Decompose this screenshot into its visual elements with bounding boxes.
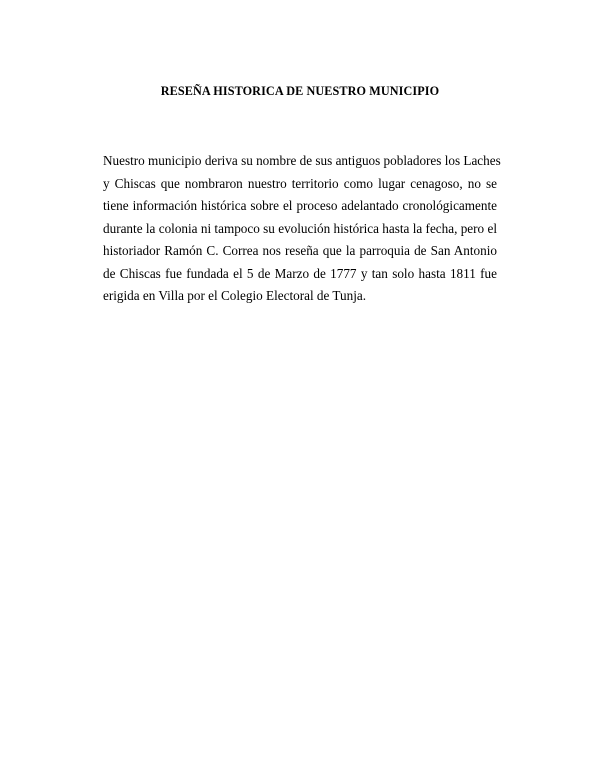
paragraph-line: durante la colonia ni tampoco su evolución histórica hasta la fecha, pero el [103,220,497,236]
paragraph-line: erigida en Villa por el Colegio Electoral de Tunja. [103,288,367,303]
paragraph-line: y Chiscas que nombraron nuestro territorio como lugar cenagoso, no se [103,175,497,191]
paragraph-line: tiene información histórica sobre el proceso adelantado cronológicamente [103,198,497,213]
paragraph-line: historiador Ramón C. Correa nos reseña que la parroquia de San Antonio [103,243,497,258]
history-paragraph [103,150,501,308]
paragraph-line: de Chiscas fue fundada el 5 de Marzo de 1777 y tan solo hasta 1811 fue [103,265,497,281]
document-title: RESEÑA HISTORICA DE NUESTRO MUNICIPIO [160,84,440,98]
paragraph-line: Nuestro municipio deriva su nombre de sus antiguos pobladores los Laches [103,153,501,168]
